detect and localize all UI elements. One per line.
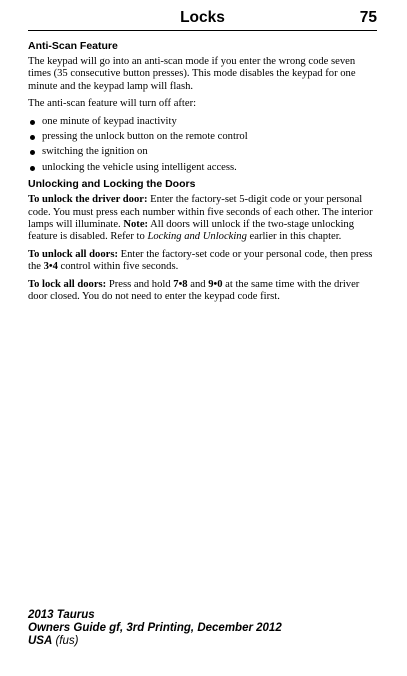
unlock-driver-door-lead: To unlock the driver door: [28, 194, 148, 206]
bullet-icon [30, 120, 35, 125]
list-item-text: one minute of keypad inactivity [42, 115, 177, 127]
list-item [28, 162, 377, 174]
unlock-driver-door-paragraph [28, 194, 377, 244]
footer-market-code: USA [28, 635, 53, 647]
anti-scan-off-list [28, 116, 377, 175]
lock-all-doors-lead: To lock all doors: [28, 278, 107, 290]
bullet-icon [30, 150, 35, 155]
unlock-driver-door-text: Enter the factory-set 5-digit code or your personal code. You must press each number within five seconds of each other. The interior lamps will illuminate. [28, 194, 373, 231]
unlock-all-doors-tail: control within five seconds. [57, 261, 179, 273]
unlock-all-doors-text: Enter the factory-set code or your personal code, then press the [28, 248, 373, 273]
unlock-all-doors-lead: To unlock all doors: [28, 248, 118, 260]
lock-all-doors-text: at the same time with the driver door closed. You do not need to enter the keypad code first. [28, 278, 360, 303]
control-key-label: 9•0 [208, 278, 223, 290]
page-footer [28, 609, 377, 648]
footer-market-suffix: (fus) [52, 635, 79, 647]
control-key-label: 3•4 [43, 261, 58, 273]
bullet-icon [30, 135, 35, 140]
unlock-all-doors-paragraph [28, 249, 377, 274]
footer-edition: Owners Guide gf, 3rd Printing, December 2012 [28, 622, 282, 634]
anti-scan-off-intro: The anti-scan feature will turn off after: [28, 98, 197, 110]
bullet-icon [30, 166, 35, 171]
page-content [28, 36, 377, 309]
list-item [28, 116, 377, 128]
anti-scan-paragraph: The keypad will go into an anti-scan mode if you enter the wrong code seven times (35 consecutive button presses). This mode disables the keypad for one minute and the keypad lamp will flash. [28, 56, 356, 92]
control-key-label: 7•8 [173, 278, 188, 290]
footer-model: 2013 Taurus [28, 609, 95, 621]
lock-all-doors-text: and [187, 278, 209, 290]
note-text: All doors will unlock if the two-stage unlocking feature is disabled. Refer to [28, 219, 355, 243]
lock-all-doors-paragraph [28, 279, 377, 304]
anti-scan-heading: Anti-Scan Feature [28, 40, 118, 52]
note-label: Note: [123, 219, 149, 231]
list-item [28, 146, 377, 158]
cross-reference: Locking and Unlocking [147, 231, 247, 243]
chapter-title: Locks [180, 9, 225, 26]
lock-all-doors-text: Press and hold [106, 278, 174, 290]
list-item-text: unlocking the vehicle using intelligent access. [42, 161, 237, 173]
list-item [28, 131, 377, 143]
unlocking-heading: Unlocking and Locking the Doors [28, 178, 196, 191]
list-item-text: switching the ignition on [42, 146, 148, 158]
list-item-text: pressing the unlock button on the remote control [42, 131, 248, 143]
page-header [28, 6, 377, 31]
cross-reference-tail: earlier in this chapter. [246, 231, 342, 243]
footer-market [28, 635, 377, 648]
page-number: 75 [359, 9, 377, 26]
